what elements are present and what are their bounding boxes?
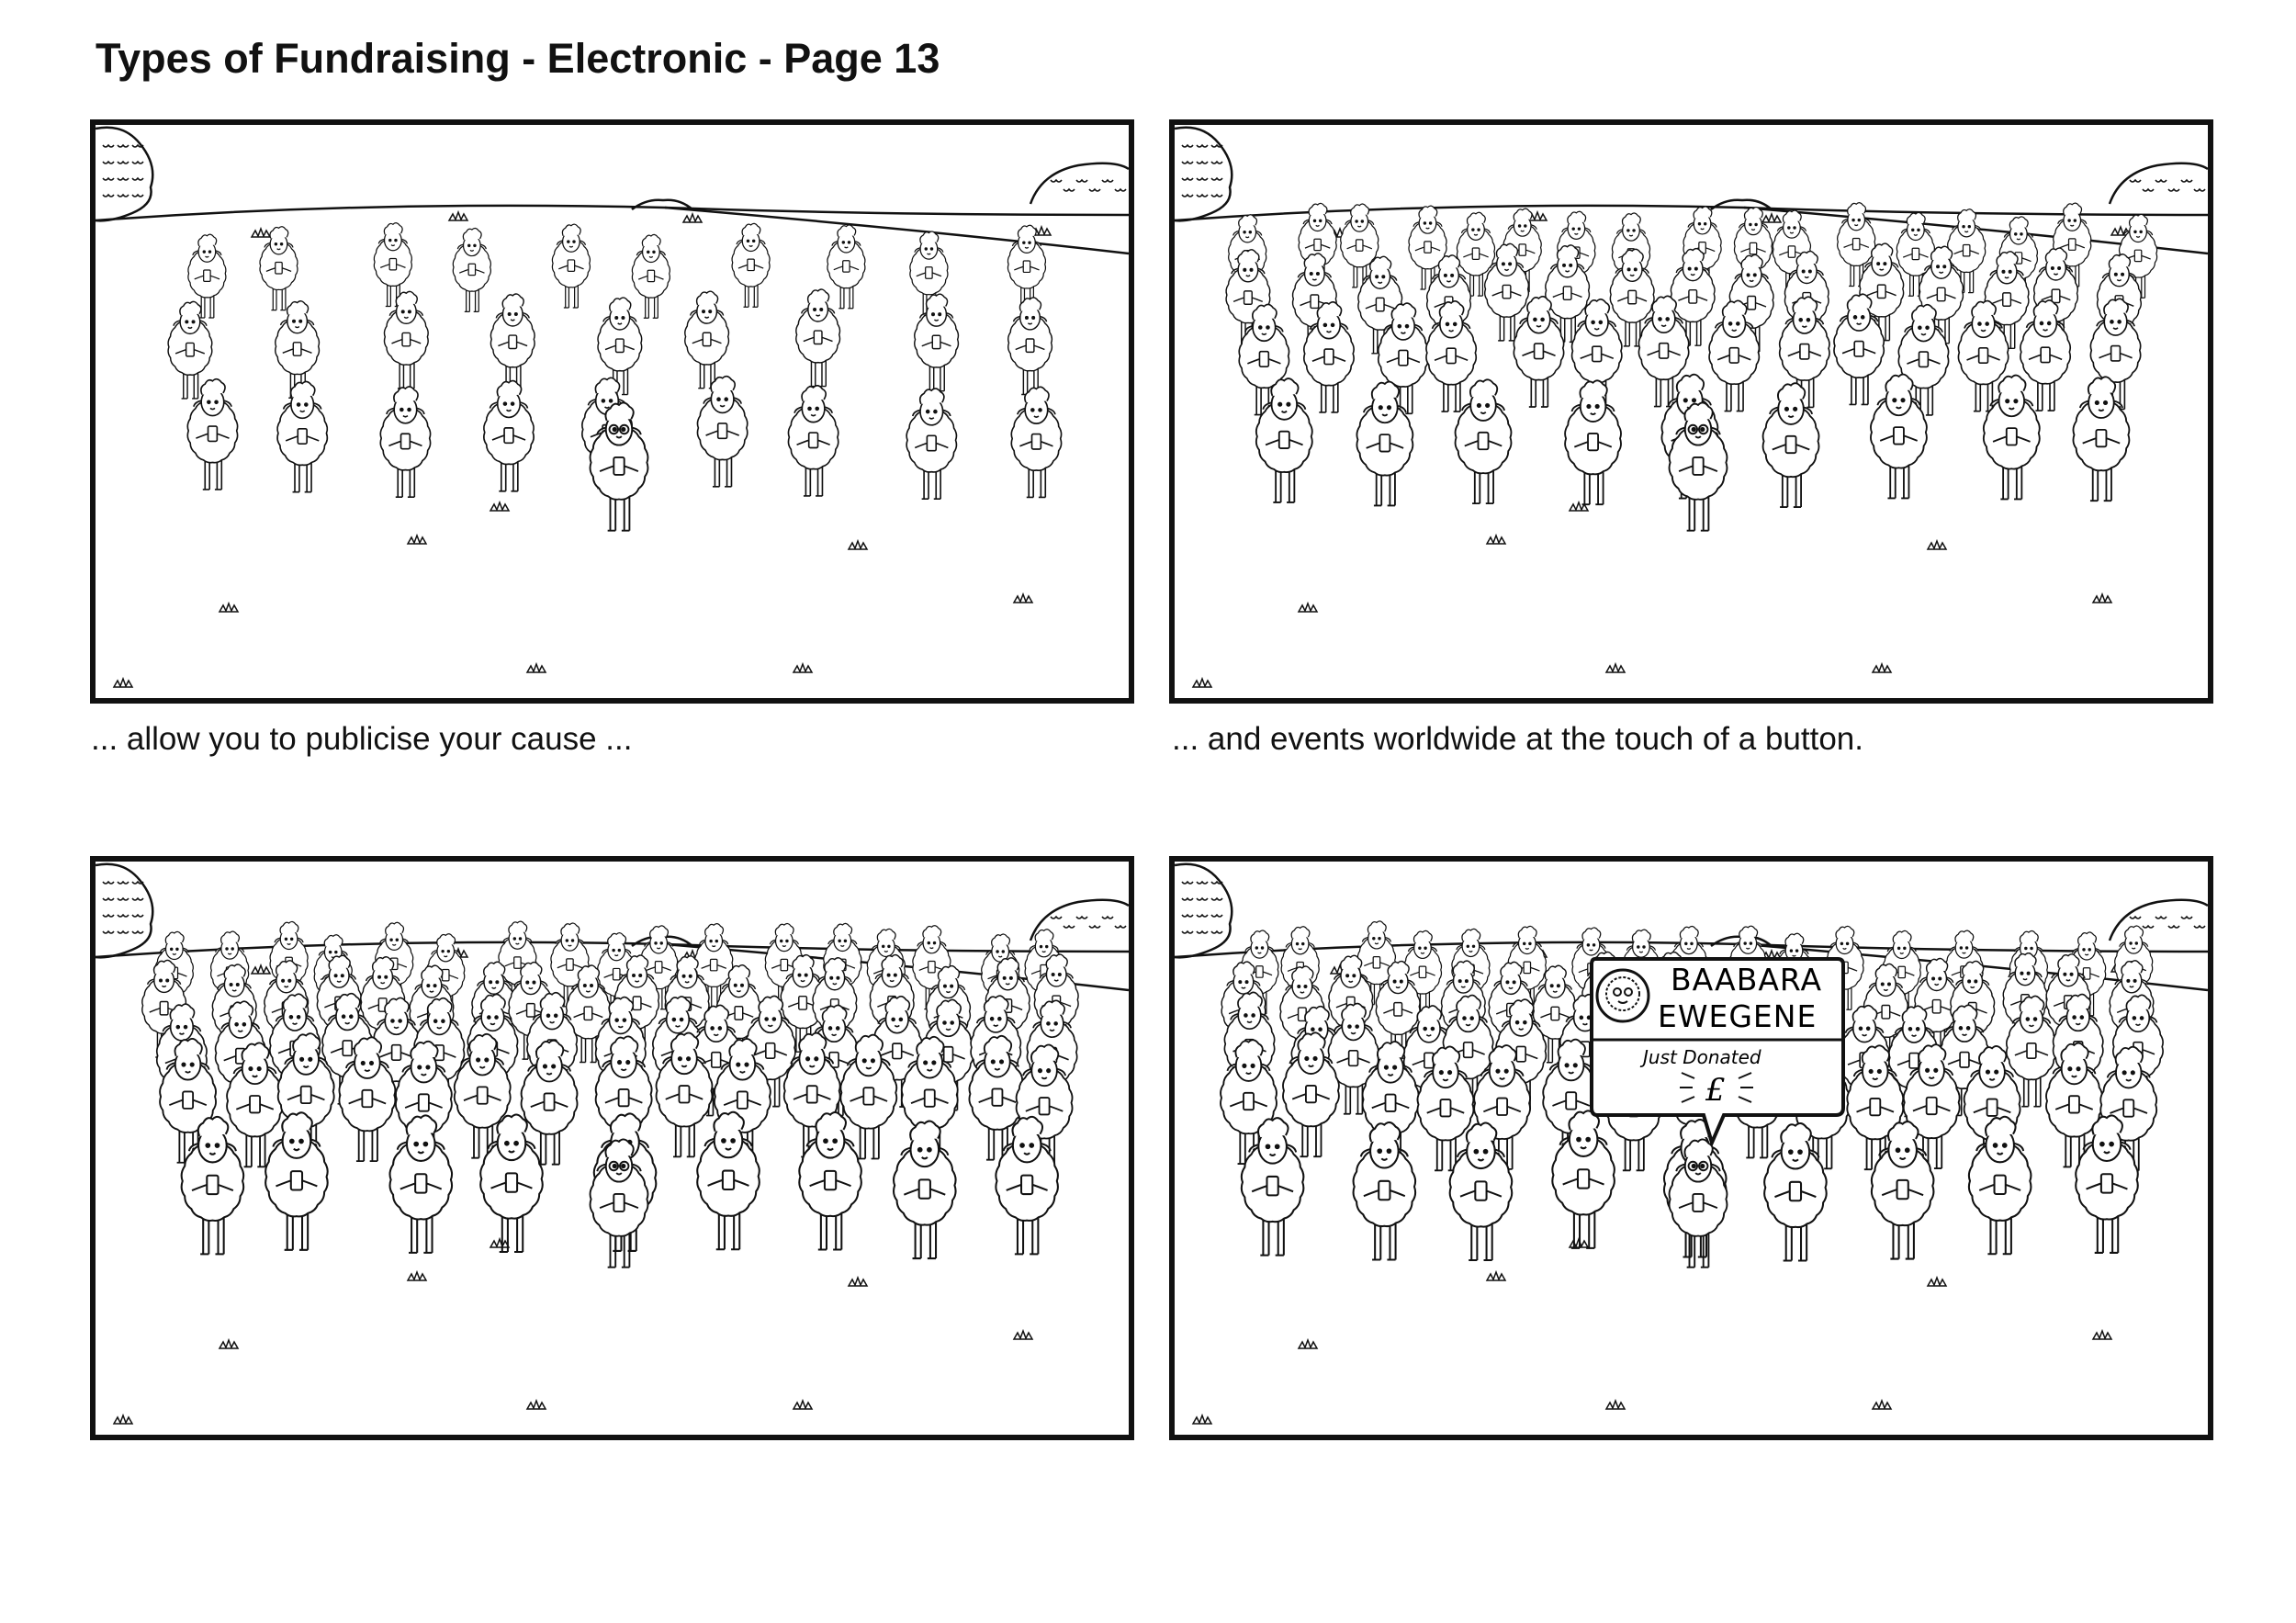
phone-icon [207,1176,218,1194]
phone-icon [362,1090,372,1107]
phone-icon [1894,427,1904,444]
phone-icon [1440,1099,1450,1116]
grass-tuft-icon [1606,1401,1625,1409]
phone-icon [825,1171,836,1189]
sheep-icon [1008,298,1052,395]
phone-icon [545,1093,555,1110]
phone-icon [1026,339,1034,352]
phone-icon [1800,344,1809,359]
sheep-icon [1565,380,1621,504]
grass-tuft-icon [114,1415,132,1424]
bubble-name-line-1: BAABARA [1671,962,1823,997]
phone-icon [1519,244,1525,255]
phone-icon [1909,1054,1919,1068]
phone-icon [2101,1174,2112,1192]
phone-icon [1394,1003,1402,1016]
sheep-icon [265,1112,328,1250]
phone-icon [514,957,521,968]
flock [168,223,1062,531]
phone-icon [2123,1099,2133,1116]
panel-2-scene [1175,125,2208,698]
phone-icon [2096,430,2106,446]
bubble-name-line-2: EWEGENE [1658,998,1818,1034]
phone-icon [1937,287,1945,300]
phone-icon [613,457,624,475]
grass-tuft-icon [527,664,546,672]
phone-icon [926,267,932,278]
phone-icon [807,1086,817,1102]
grass-tuft-icon [1193,679,1211,687]
panel-1-caption: ... allow you to publicise your cause ... [91,721,633,757]
tree-icon [96,864,152,958]
phone-icon [619,1089,629,1106]
sheep-icon [390,1115,453,1253]
avatar-icon [1597,970,1649,1021]
phone-icon [1588,434,1598,450]
sheep-icon [796,289,840,387]
grass-tuft-icon [490,502,509,511]
phone-icon [814,331,822,344]
grass-tuft-icon [1193,1415,1211,1424]
phone-icon [1244,1093,1254,1110]
page-title: Types of Fundraising - Electronic - Page 13 [96,35,940,82]
phone-icon [1689,290,1697,303]
phone-icon [1475,1181,1486,1200]
grass-tuft-icon [793,664,812,672]
phone-icon [1852,238,1859,249]
grass-tuft-icon [219,1340,238,1348]
sheep-icon [1242,1118,1304,1256]
sheep-icon [552,224,590,308]
sheep-icon [788,386,838,496]
phone-icon [1399,350,1408,365]
sheep-icon [685,291,729,389]
phone-icon [1729,348,1739,363]
phone-icon [710,959,716,970]
phone-icon [1279,432,1289,448]
phone-icon [1551,1007,1559,1020]
grass-tuft-icon [849,541,867,549]
phone-icon [647,270,654,281]
sheep-icon [490,294,535,391]
phone-icon [1040,1098,1050,1114]
phone-icon [298,429,307,444]
grass-tuft-icon [252,965,270,974]
phone-icon [1995,1176,2006,1194]
phone-icon [1314,239,1321,250]
grass-tuft-icon [2093,1331,2111,1339]
grass-tuft-icon [449,212,467,220]
grass-tuft-icon [1606,664,1625,672]
sheep-icon [380,387,430,497]
panel-4-scene [1175,862,2208,1435]
phone-icon [925,1089,935,1106]
phone-icon [655,962,661,973]
phone-icon [893,1043,902,1058]
phone-icon [2052,289,2060,302]
phone-icon [1693,1194,1703,1212]
grass-tuft-icon [1014,1331,1032,1339]
phone-icon [509,335,517,348]
sheep-icon [1011,387,1061,497]
sheep-icon [1969,1117,2032,1255]
phone-icon [735,1007,743,1020]
phone-icon [1693,457,1703,475]
grass-tuft-icon [1928,541,1946,549]
phone-icon [301,1087,311,1103]
grass-tuft-icon [490,1239,509,1247]
phone-icon [929,961,935,972]
phone-icon [1563,287,1571,299]
grass-tuft-icon [1873,664,1891,672]
phone-icon [1356,240,1363,251]
phone-icon [568,260,574,271]
grass-tuft-icon [1873,1401,1891,1409]
phone-icon [1578,1169,1589,1188]
grass-tuft-icon [1299,1340,1317,1348]
phone-icon [276,263,282,274]
bubble-note: Just Donated [1643,1046,1761,1068]
phone-icon [1566,1092,1576,1109]
phone-icon [468,264,475,275]
phone-icon [1790,1182,1801,1200]
grass-tuft-icon [1762,214,1781,222]
panel-3-scene [96,862,1129,1435]
comic-panel-4 [1169,856,2213,1440]
phone-icon [1750,242,1756,254]
phone-icon [2041,347,2050,362]
phone-icon [293,343,301,355]
bush-icon [2110,900,2208,941]
phone-icon [419,1094,429,1110]
sheep-icon [1356,382,1412,506]
grass-tuft-icon [408,535,426,544]
phone-icon [250,1096,260,1112]
sheep-icon [697,1112,760,1250]
phone-icon [389,258,396,269]
sheep-icon [484,381,534,491]
phone-icon [1987,1099,1998,1116]
phone-icon [2007,428,2017,445]
sheep-icon [1456,379,1512,503]
phone-icon [919,1179,930,1198]
phone-icon [1898,966,1905,977]
phone-icon [1424,242,1431,253]
phone-icon [809,433,818,447]
phone-icon [1244,291,1253,304]
phone-icon [506,1173,517,1191]
phone-icon [1386,1095,1396,1111]
phone-icon [527,1004,535,1017]
phone-icon [1032,434,1041,449]
sheep-icon [827,225,865,309]
phone-icon [415,1174,426,1192]
phone-icon [863,1088,873,1104]
phone-icon [748,259,754,270]
phone-icon [567,959,573,970]
phone-icon [723,1171,734,1189]
phone-icon [1882,1006,1890,1019]
phone-icon [1628,290,1637,303]
phone-icon [613,1194,624,1212]
phone-icon [478,1087,488,1103]
phone-icon [291,1171,302,1189]
phone-icon [343,1041,352,1055]
pound-icon: £ [1705,1072,1726,1109]
phone-icon [443,970,449,981]
phone-icon [1919,352,1929,366]
phone-icon [160,1001,168,1014]
sheep-icon [1763,383,1819,507]
grass-tuft-icon [408,1272,426,1280]
phone-icon [1912,248,1919,259]
phone-icon [1478,433,1488,449]
phone-icon [1311,295,1319,308]
sheep-icon [277,381,327,491]
phone-icon [2003,293,2011,306]
grass-tuft-icon [527,1401,546,1409]
phone-icon [633,997,641,1009]
phone-icon [1877,285,1885,298]
bush-icon [2110,163,2208,204]
grass-tuft-icon [1014,594,1032,603]
sheep-icon [906,389,956,499]
phone-icon [1593,346,1602,361]
sheep-icon [732,223,770,307]
tree-icon [1175,864,1232,958]
phone-icon [1516,1046,1525,1061]
phone-icon [1472,248,1479,259]
grass-tuft-icon [683,214,702,222]
phone-icon [843,261,850,272]
tree-icon [1175,128,1232,221]
phone-icon [1419,966,1425,977]
sheep-icon [1256,378,1312,502]
sheep-icon [187,379,237,490]
phone-icon [1464,1043,1473,1057]
phone-icon [799,997,807,1009]
phone-icon [2069,239,2076,250]
phone-icon [1932,1000,1941,1013]
phone-icon [703,332,711,345]
phone-icon [1927,1098,1937,1114]
comic-panel-2 [1169,119,2213,704]
grass-tuft-icon [219,603,238,612]
phone-icon [781,959,787,970]
phone-icon [737,1091,748,1108]
phone-icon [1660,344,1669,358]
phone-icon [679,1086,689,1102]
phone-icon [927,435,936,450]
phone-icon [2027,1043,2036,1058]
phone-icon [1854,342,1863,356]
panel-1-scene [96,125,1129,698]
phone-icon [1979,348,1988,363]
phone-icon [1256,966,1263,977]
phone-icon [712,1053,721,1067]
phone-icon [1023,261,1030,272]
phone-icon [1870,1099,1880,1115]
phone-icon [1497,1099,1507,1115]
sheep-icon [182,1117,244,1255]
grass-tuft-icon [1487,1272,1505,1280]
phone-icon [1786,436,1796,453]
phone-icon [766,1043,775,1058]
grass-tuft-icon [2093,594,2111,603]
speech-bubble [1588,953,1845,1146]
phone-icon [1748,296,1756,309]
sheep-icon [260,227,298,310]
phone-icon [1963,245,1969,256]
panel-2-caption: ... and events worldwide at the touch of a button. [1172,721,1863,757]
grass-tuft-icon [1487,535,1505,544]
sheep-icon [632,234,670,318]
phone-icon [1446,348,1456,363]
sheep-icon [1354,1122,1416,1260]
phone-icon [1503,285,1511,298]
phone-icon [1379,1181,1390,1200]
comic-panel-1 [90,119,1134,704]
phone-icon [392,1045,401,1060]
phone-icon [1021,1176,1032,1194]
phone-icon [1373,957,1379,968]
phone-icon [2069,1096,2079,1112]
comic-panel-3 [90,856,1134,1440]
tree-icon [96,128,152,221]
sheep-icon [915,294,959,391]
phone-icon [1535,344,1544,358]
phone-icon [1259,352,1268,366]
phone-icon [504,428,513,443]
phone-icon [584,1007,592,1020]
flock [1226,203,2157,531]
sheep-icon [453,228,490,311]
phone-icon [932,335,940,348]
phone-icon [186,343,195,355]
grass-tuft-icon [793,1401,812,1409]
sheep-icon [1450,1123,1513,1261]
phone-icon [1897,1180,1908,1199]
phone-icon [401,434,411,448]
phone-icon [718,423,727,438]
grass-tuft-icon [1928,1278,1946,1286]
phone-icon [204,270,210,281]
sheep-icon [1007,225,1045,309]
phone-icon [1376,298,1384,310]
sheep-icon [894,1121,956,1259]
phone-icon [1524,962,1530,973]
grass-tuft-icon [252,229,270,237]
grass-tuft-icon [849,1278,867,1286]
flock [142,921,1078,1268]
sheep-icon [1871,375,1927,499]
grass-tuft-icon [114,679,132,687]
phone-icon [208,426,218,441]
hill-line [96,206,1129,220]
phone-icon [1379,434,1390,451]
phone-icon [1960,1053,1969,1067]
phone-icon [183,1091,193,1108]
phone-icon [944,1047,953,1062]
phone-icon [1349,1051,1358,1065]
hill-line [1175,206,2208,220]
phone-icon [2111,346,2121,361]
sheep-icon [480,1115,543,1253]
bush-icon [1030,163,1129,204]
phone-icon [1306,1086,1316,1102]
phone-icon [402,332,411,345]
phone-icon [616,339,625,352]
phone-icon [1266,1177,1277,1195]
phone-icon [2134,250,2141,261]
phone-icon [992,1088,1002,1105]
phone-icon [1324,349,1334,364]
phone-icon [613,968,620,979]
sheep-icon [697,377,747,487]
phone-icon [1788,246,1795,257]
grass-tuft-icon [1299,603,1317,612]
